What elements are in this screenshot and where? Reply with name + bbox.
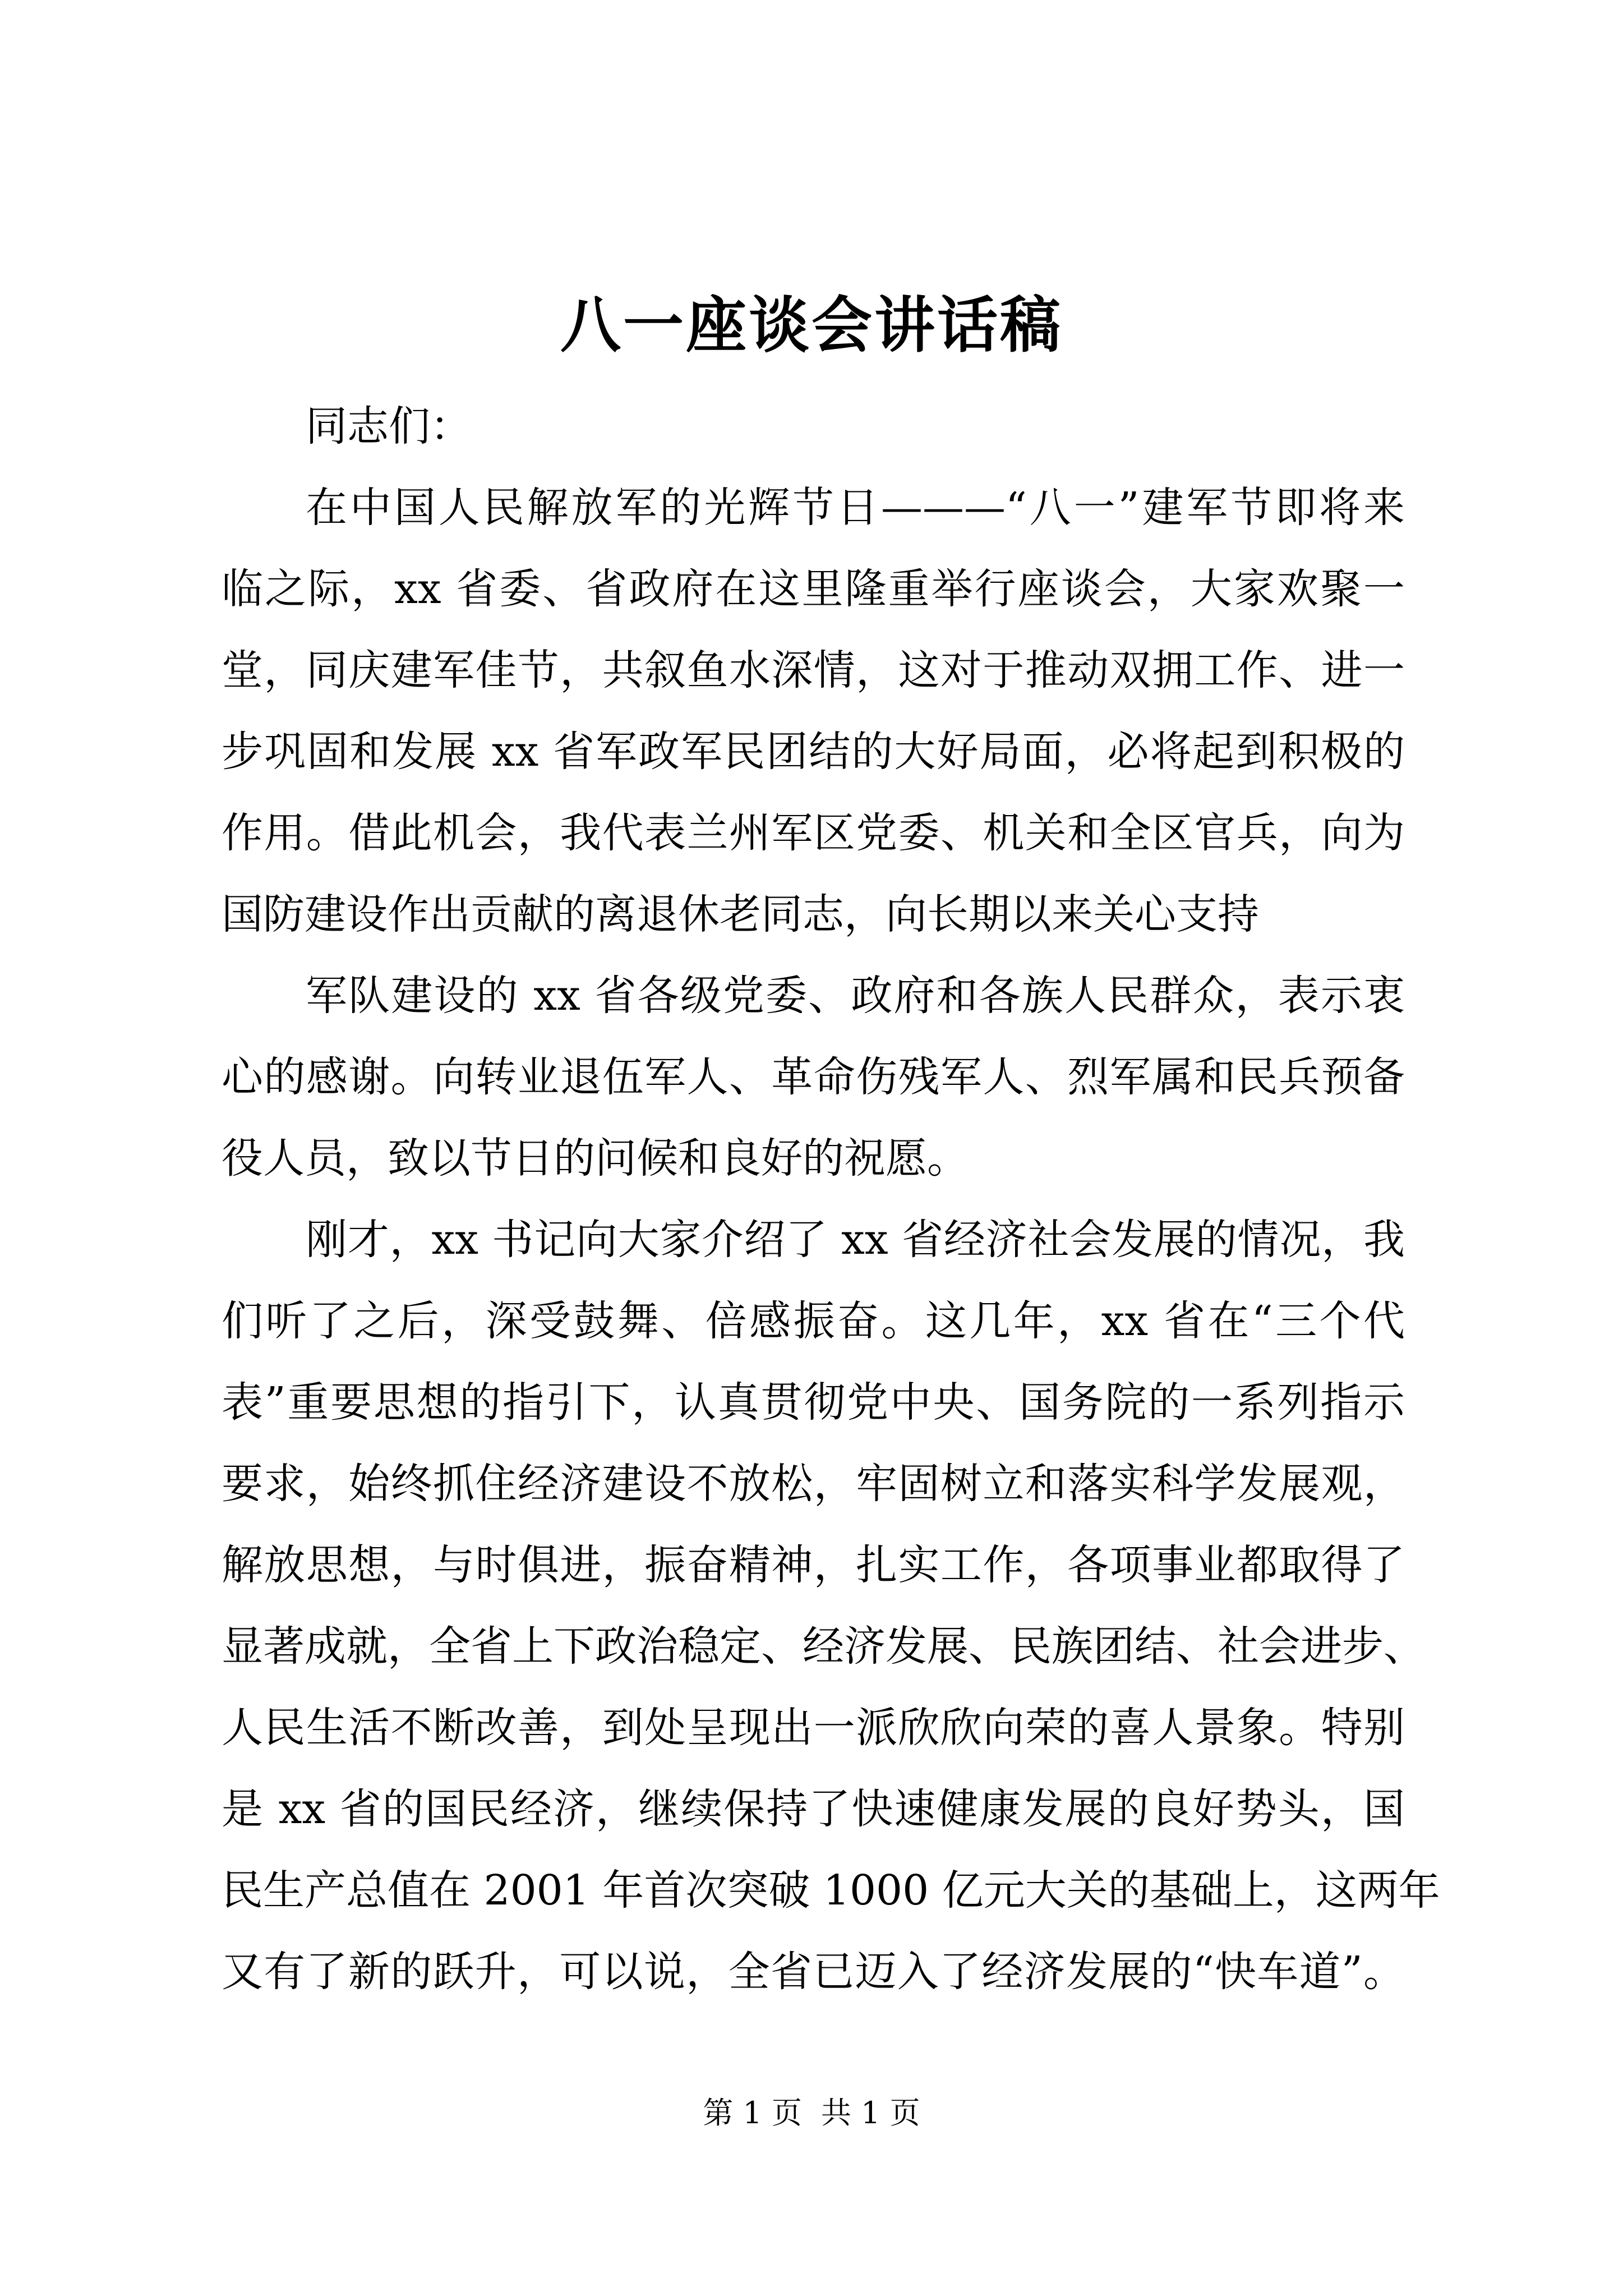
body-line: 临之际，xx 省委、省政府在这里隆重举行座谈会，大家欢聚一 — [222, 565, 1405, 613]
body-line: 步巩固和发展 xx 省军政军民团结的大好局面，必将起到积极的 — [222, 728, 1405, 776]
body-line: 在中国人民解放军的光辉节日———“八一”建军节即将来 — [306, 484, 1405, 532]
document-title: 八一座谈会讲话稿 — [560, 290, 1063, 361]
body-line: 要求，始终抓住经济建设不放松，牢固树立和落实科学发展观， — [222, 1460, 1405, 1508]
body-line: 显著成就，全省上下政治稳定、经济发展、民族团结、社会进步、 — [222, 1622, 1425, 1671]
body-line: 们听了之后，深受鼓舞、倍感振奋。这几年，xx 省在“三个代 — [222, 1297, 1405, 1345]
body-line: 表”重要思想的指引下，认真贯彻党中央、国务院的一系列指示 — [222, 1378, 1405, 1427]
body-line: 军队建设的 xx 省各级党委、政府和各族人民群众，表示衷 — [306, 972, 1405, 1020]
body-line: 作用。借此机会，我代表兰州军区党委、机关和全区官兵，向为 — [222, 809, 1405, 857]
body-line: 民生产总值在 2001 年首次突破 1000 亿元大关的基础上，这两年 — [222, 1866, 1440, 1915]
body-line: 心的感谢。向转业退伍军人、革命伤残军人、烈军属和民兵预备 — [222, 1053, 1405, 1101]
body-line: 同志们： — [306, 402, 472, 450]
body-line: 国防建设作出贡献的离退休老同志，向长期以来关心支持 — [222, 890, 1259, 938]
body-line: 是 xx 省的国民经济，继续保持了快速健康发展的良好势头，国 — [222, 1785, 1405, 1833]
body-line: 解放思想，与时俱进，振奋精神，扎实工作，各项事业都取得了 — [222, 1541, 1405, 1589]
page-total: 共 1 页 — [821, 2095, 920, 2131]
body-line: 役人员，致以节日的问候和良好的祝愿。 — [222, 1134, 969, 1182]
body-line: 人民生活不断改善，到处呈现出一派欣欣向荣的喜人景象。特别 — [222, 1704, 1405, 1752]
body-line: 又有了新的跃升，可以说，全省已迈入了经济发展的“快车道”。 — [222, 1948, 1405, 1996]
page-number: 第 1 页 — [703, 2095, 802, 2131]
body-line: 堂，同庆建军佳节，共叙鱼水深情，这对于推动双拥工作、进一 — [222, 646, 1405, 694]
document-body — [222, 386, 1440, 2013]
body-line: 刚才，xx 书记向大家介绍了 xx 省经济社会发展的情况，我 — [306, 1216, 1405, 1264]
page-footer — [0, 2091, 1623, 2136]
